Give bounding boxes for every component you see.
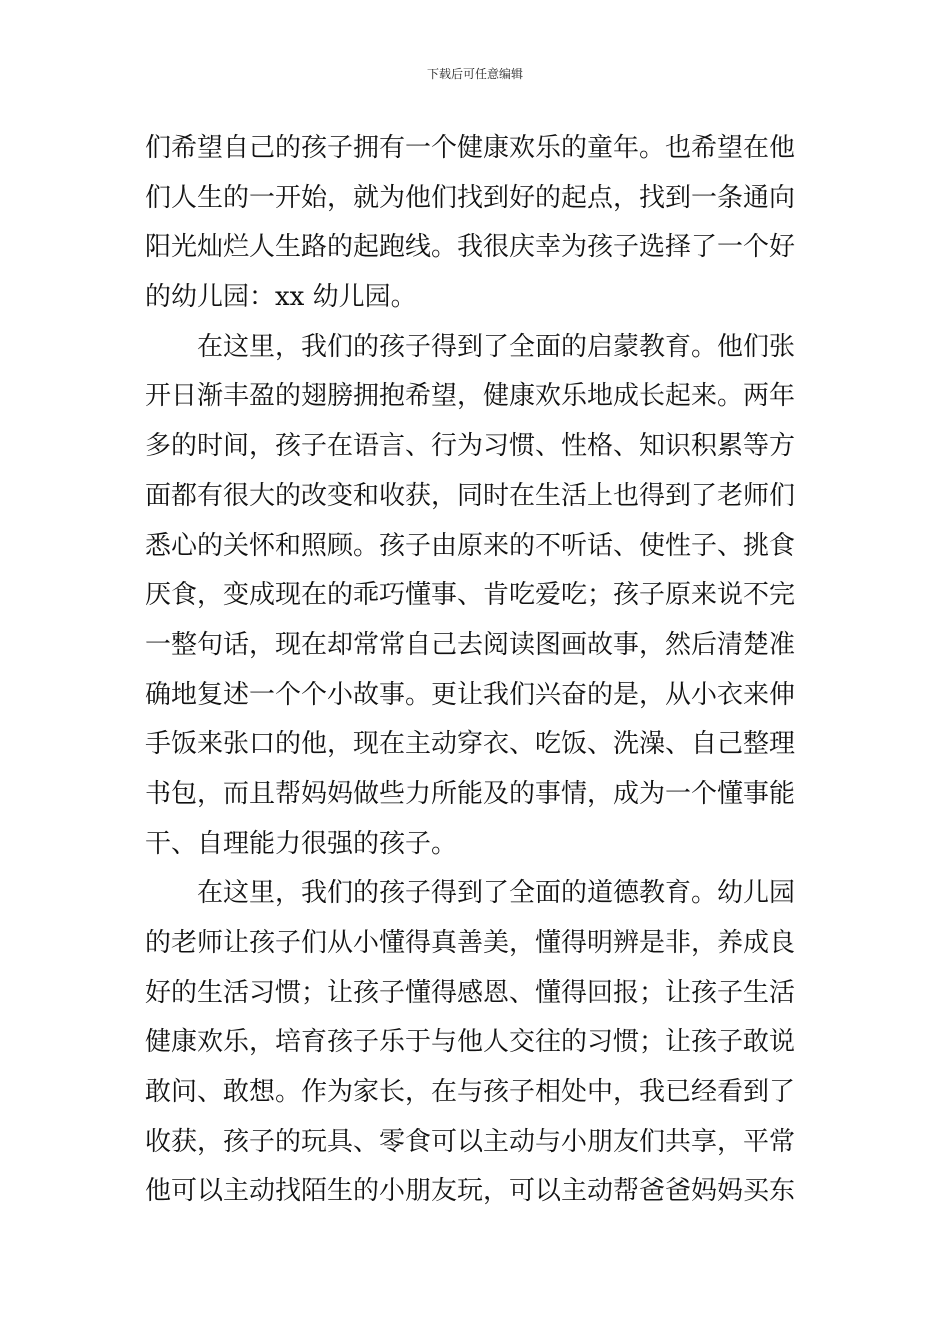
text-line: 们希望自己的孩子拥有一个健康欢乐的童年。也希望在他 (145, 133, 796, 163)
text-line: 悉心的关怀和照顾。孩子由原来的不听话、使性子、挑食 (145, 530, 796, 561)
text-line: 的幼儿园：xx 幼儿园。 (145, 282, 417, 313)
text-line: 在这里，我们的孩子得到了全面的启蒙教育。他们张 (197, 331, 796, 362)
text-line: 们人生的一开始，就为他们找到好的起点，找到一条通向 (145, 182, 796, 213)
text-line: 阳光灿烂人生路的起跑线。我很庆幸为孩子选择了一个好 (145, 232, 796, 263)
text-line: 他可以主动找陌生的小朋友玩，可以主动帮爸爸妈妈买东 (145, 1176, 796, 1207)
text-line: 开日渐丰盈的翅膀拥抱希望，健康欢乐地成长起来。两年 (145, 381, 796, 412)
text-line: 手饭来张口的他，现在主动穿衣、吃饭、洗澡、自己整理 (145, 729, 796, 760)
text-line: 书包，而且帮妈妈做些力所能及的事情，成为一个懂事能 (145, 778, 796, 809)
page-header: 下载后可任意编辑 (426, 67, 523, 81)
text-line: 好的生活习惯；让孩子懂得感恩、懂得回报；让孩子生活 (145, 977, 796, 1008)
text-line: 面都有很大的改变和收获，同时在生活上也得到了老师们 (145, 480, 796, 511)
text-line: 在这里，我们的孩子得到了全面的道德教育。幼儿园 (197, 878, 796, 909)
text-line: 厌食，变成现在的乖巧懂事、肯吃爱吃；孩子原来说不完 (145, 580, 796, 611)
paragraph (145, 323, 805, 870)
text-line: 一整句话，现在却常常自己去阅读图画故事，然后清楚准 (145, 629, 796, 660)
text-line: 确地复述一个个小故事。更让我们兴奋的是，从小衣来伸 (145, 679, 796, 710)
text-line: 的老师让孩子们从小懂得真善美，懂得明辨是非，养成良 (145, 928, 796, 958)
document-body (145, 124, 805, 1217)
text-line: 收获，孩子的玩具、零食可以主动与小朋友们共享，平常 (145, 1126, 796, 1157)
paragraph (145, 124, 805, 323)
text-line: 敢问、敢想。作为家长，在与孩子相处中，我已经看到了 (145, 1077, 796, 1108)
text-line: 干、自理能力很强的孩子。 (145, 828, 458, 859)
paragraph (145, 869, 805, 1217)
text-line: 多的时间，孩子在语言、行为习惯、性格、知识积累等方 (145, 431, 796, 462)
text-line: 健康欢乐，培育孩子乐于与他人交往的习惯；让孩子敢说 (145, 1027, 796, 1058)
